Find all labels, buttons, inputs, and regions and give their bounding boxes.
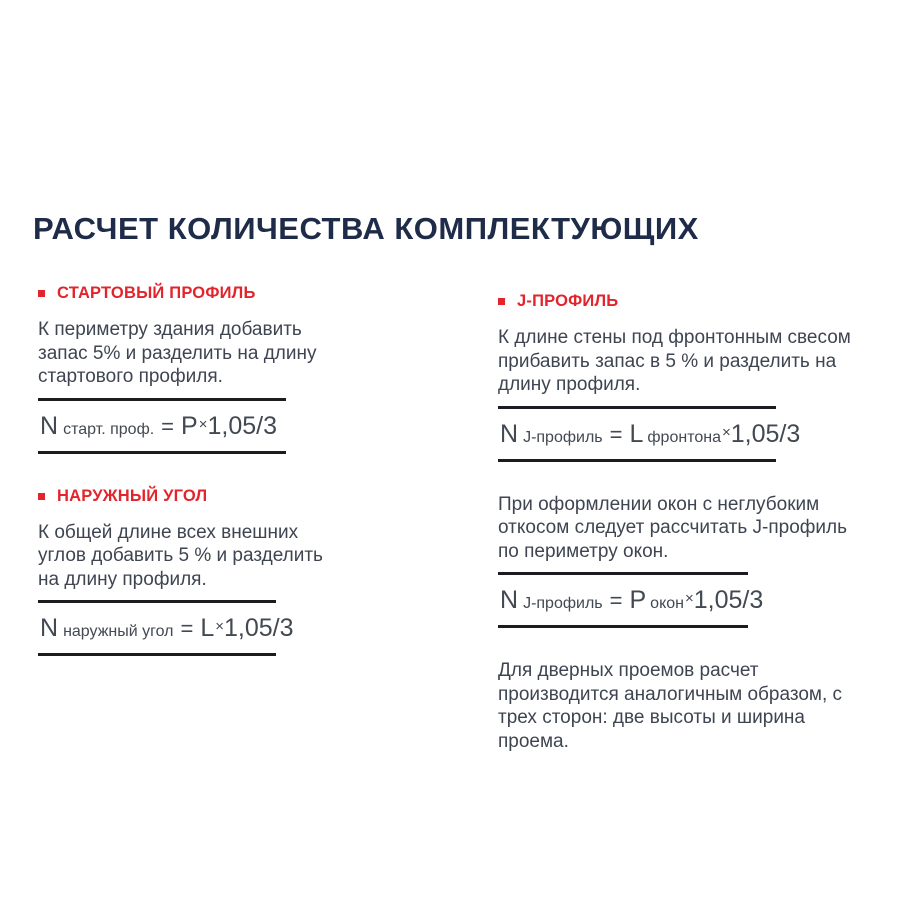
- section-heading-j-profile: [498, 292, 868, 311]
- formula-variable-p: P: [181, 411, 198, 440]
- formula-variable-n: N: [500, 586, 519, 615]
- section-heading-outer-corner: [38, 487, 348, 506]
- formula-subscript: наружный угол: [63, 623, 174, 641]
- section-heading-label: СТАРТОВЫЙ ПРОФИЛЬ: [57, 284, 256, 303]
- formula-factor: 1,05/3: [693, 586, 764, 615]
- formula-starting-profile: [38, 398, 286, 454]
- bullet-square-icon: [38, 290, 45, 297]
- formula-variable-p: P: [629, 586, 647, 615]
- note-windows: При оформлении окон с неглубоким откосом следует рассчитать J-профиль по периметру окон.: [498, 493, 848, 562]
- formula-equals-sign: =: [609, 421, 623, 447]
- section-body-text: К периметру здания добавить запас 5% и разделить на длину стартового профиля.: [38, 319, 317, 388]
- formula-factor: 1,05/3: [207, 411, 277, 440]
- section-heading-label: J-ПРОФИЛЬ: [517, 292, 619, 311]
- bullet-square-icon: [498, 298, 505, 305]
- formula-variable-n: N: [40, 614, 59, 643]
- formula-factor: 1,05/3: [224, 614, 294, 643]
- left-column: [38, 284, 348, 753]
- formula-variable-subscript: фронтона: [647, 428, 721, 446]
- formula-equals-sign: =: [180, 616, 194, 642]
- formula-variable-n: N: [40, 411, 59, 440]
- formula-j-profile-gable: [498, 406, 801, 462]
- formula-multiply-sign: ×: [721, 423, 731, 441]
- section-j-profile: [498, 292, 868, 462]
- formula-subscript: J-профиль: [523, 428, 603, 446]
- formula-subscript: старт. проф.: [63, 420, 155, 438]
- formula-subscript: J-профиль: [523, 595, 603, 613]
- formula-multiply-sign: ×: [215, 618, 225, 636]
- section-body-text: К длине стены под фронтонным свесом прибавить запас в 5 % и разделить на длину профиля.: [498, 327, 851, 396]
- formula-outer-corner: [38, 600, 294, 656]
- formula-factor: 1,05/3: [730, 419, 801, 448]
- formula-variable-n: N: [500, 419, 519, 448]
- section-outer-corner: [38, 487, 348, 657]
- formula-j-profile-windows: [498, 572, 764, 628]
- formula-variable-l: L: [200, 614, 215, 643]
- bullet-square-icon: [38, 493, 45, 500]
- formula-multiply-sign: ×: [684, 590, 694, 608]
- formula-equals-sign: =: [161, 413, 175, 439]
- section-heading-starting-profile: [38, 284, 348, 303]
- two-column-layout: [33, 284, 900, 753]
- section-body-text: К общей длине всех внешних углов добавить 5 % и разделить на длину профиля.: [38, 521, 323, 590]
- section-starting-profile: [38, 284, 348, 454]
- page-title: РАСЧЕТ КОЛИЧЕСТВА КОМПЛЕКТУЮЩИХ: [33, 211, 699, 246]
- formula-variable-subscript: окон: [650, 595, 684, 613]
- formula-multiply-sign: ×: [198, 415, 208, 433]
- note-doors: Для дверных проемов расчет производится аналогичным образом, с трех сторон: две высоты и ширина проема.: [498, 660, 843, 752]
- formula-variable-l: L: [629, 419, 644, 448]
- section-heading-label: НАРУЖНЫЙ УГОЛ: [57, 486, 208, 505]
- formula-equals-sign: =: [609, 588, 623, 614]
- right-column: [498, 292, 868, 753]
